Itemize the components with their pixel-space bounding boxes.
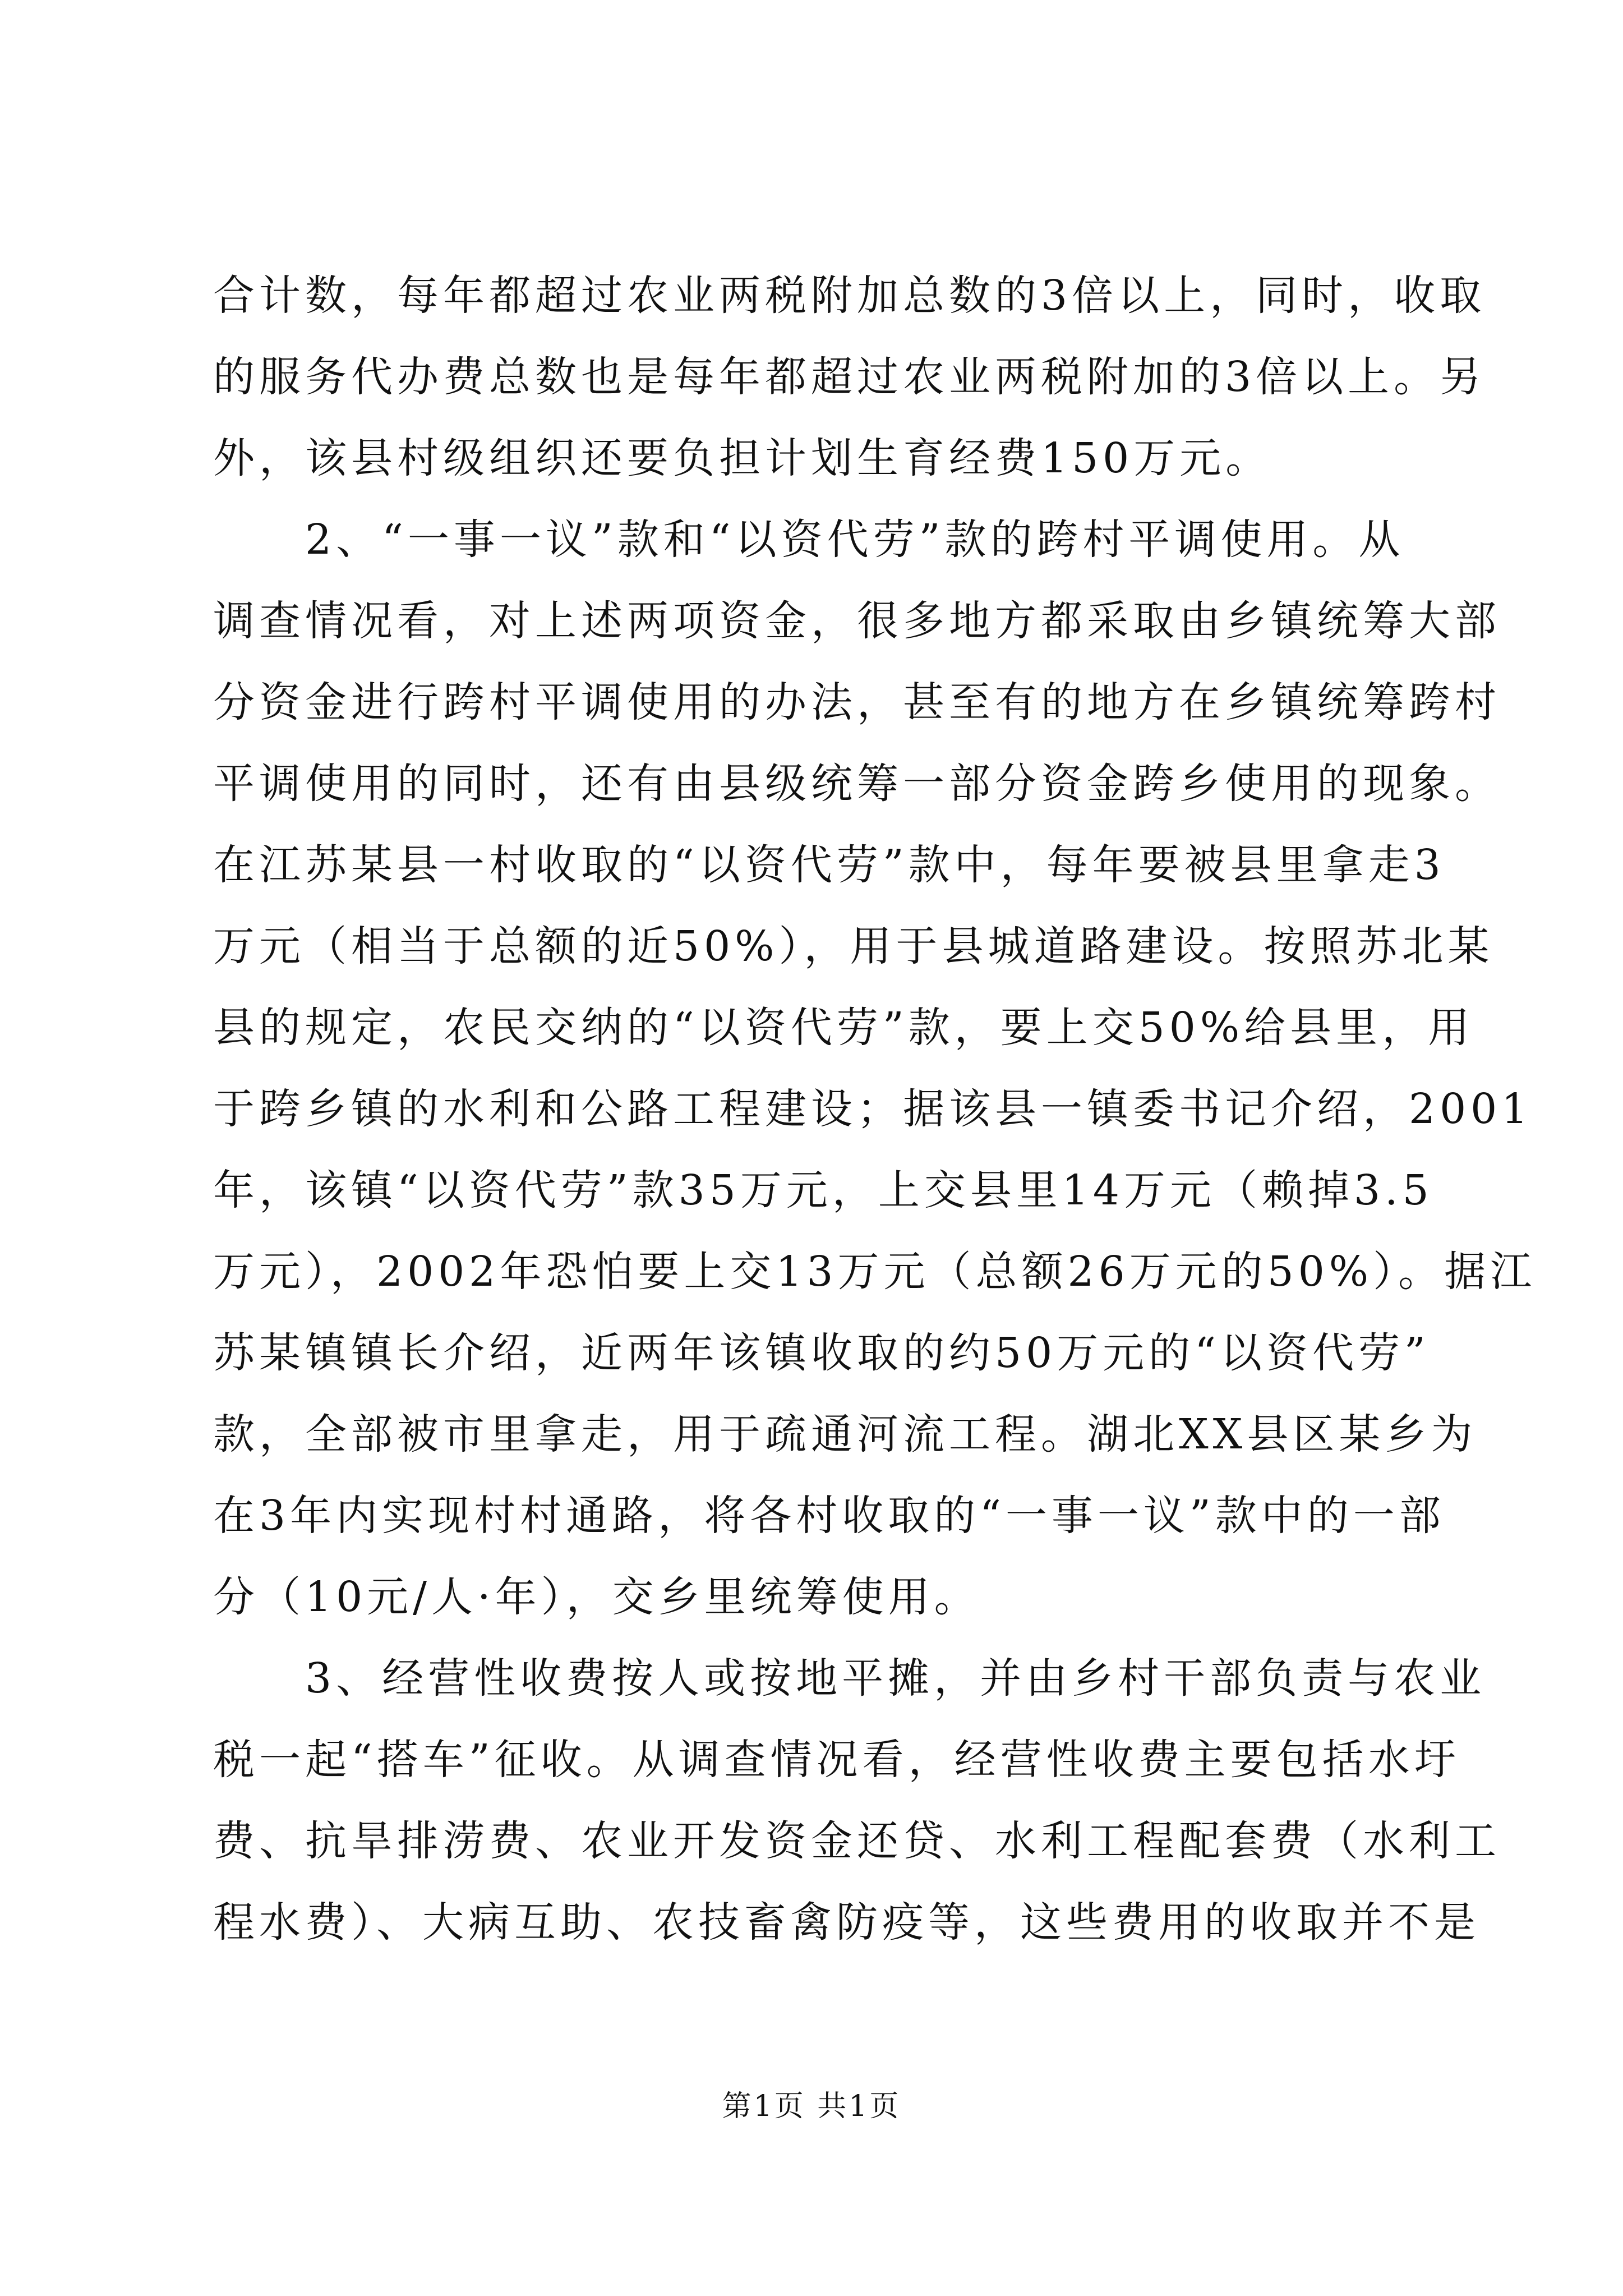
text-line: 费、抗旱排涝费、农业开发资金还贷、水利工程配套费（水利工	[213, 1817, 1501, 1865]
text-line: 分（10元/人·年），交乡里统筹使用。	[213, 1573, 980, 1621]
page-number-label: 第1页 共1页	[722, 2090, 901, 2123]
text-line: 县的规定，农民交纳的“以资代劳”款，要上交50%给县里，用	[213, 1004, 1474, 1052]
text-line: 在江苏某县一村收取的“以资代劳”款中，每年要被县里拿走3	[213, 841, 1445, 889]
document-body	[213, 255, 1537, 1963]
paragraph-start-line: 3、经营性收费按人或按地平摊，并由乡村干部负责与农业	[305, 1654, 1486, 1703]
text-line: 款，全部被市里拿走，用于疏通河流工程。湖北XX县区某乡为	[213, 1410, 1477, 1458]
text-line: 合计数，每年都超过农业两税附加总数的3倍以上，同时，收取	[213, 272, 1486, 320]
text-line: 外，该县村级组织还要负担计划生育经费150万元。	[213, 434, 1272, 482]
page-footer	[0, 2087, 1623, 2126]
text-line: 于跨乡镇的水利和公路工程建设；据该县一镇委书记介绍，2001	[213, 1085, 1533, 1133]
text-line: 程水费）、大病互助、农技畜禽防疫等，这些费用的收取并不是	[213, 1898, 1480, 1947]
text-line: 平调使用的同时，还有由县级统筹一部分资金跨乡使用的现象。	[213, 760, 1501, 808]
text-line: 分资金进行跨村平调使用的办法，甚至有的地方在乡镇统筹跨村	[213, 678, 1501, 726]
text-line: 税一起“搭车”征收。从调查情况看，经营性收费主要包括水圩	[213, 1736, 1460, 1784]
paragraph-start-line: 2、“一事一议”款和“以资代劳”款的跨村平调使用。从	[305, 516, 1405, 564]
text-line: 的服务代办费总数也是每年都超过农业两税附加的3倍以上。另	[213, 353, 1486, 401]
text-line: 万元（相当于总额的近50%），用于县城道路建设。按照苏北某	[213, 922, 1494, 970]
text-line: 万元），2002年恐怕要上交13万元（总额26万元的50%）。据江	[213, 1248, 1537, 1296]
text-line: 苏某镇镇长介绍，近两年该镇收取的约50万元的“以资代劳”	[213, 1329, 1430, 1377]
text-line: 年，该镇“以资代劳”款35万元，上交县里14万元（赖掉3.5	[213, 1166, 1433, 1214]
text-line: 调查情况看，对上述两项资金，很多地方都采取由乡镇统筹大部	[213, 597, 1501, 645]
text-line: 在3年内实现村村通路，将各村收取的“一事一议”款中的一部	[213, 1492, 1445, 1540]
